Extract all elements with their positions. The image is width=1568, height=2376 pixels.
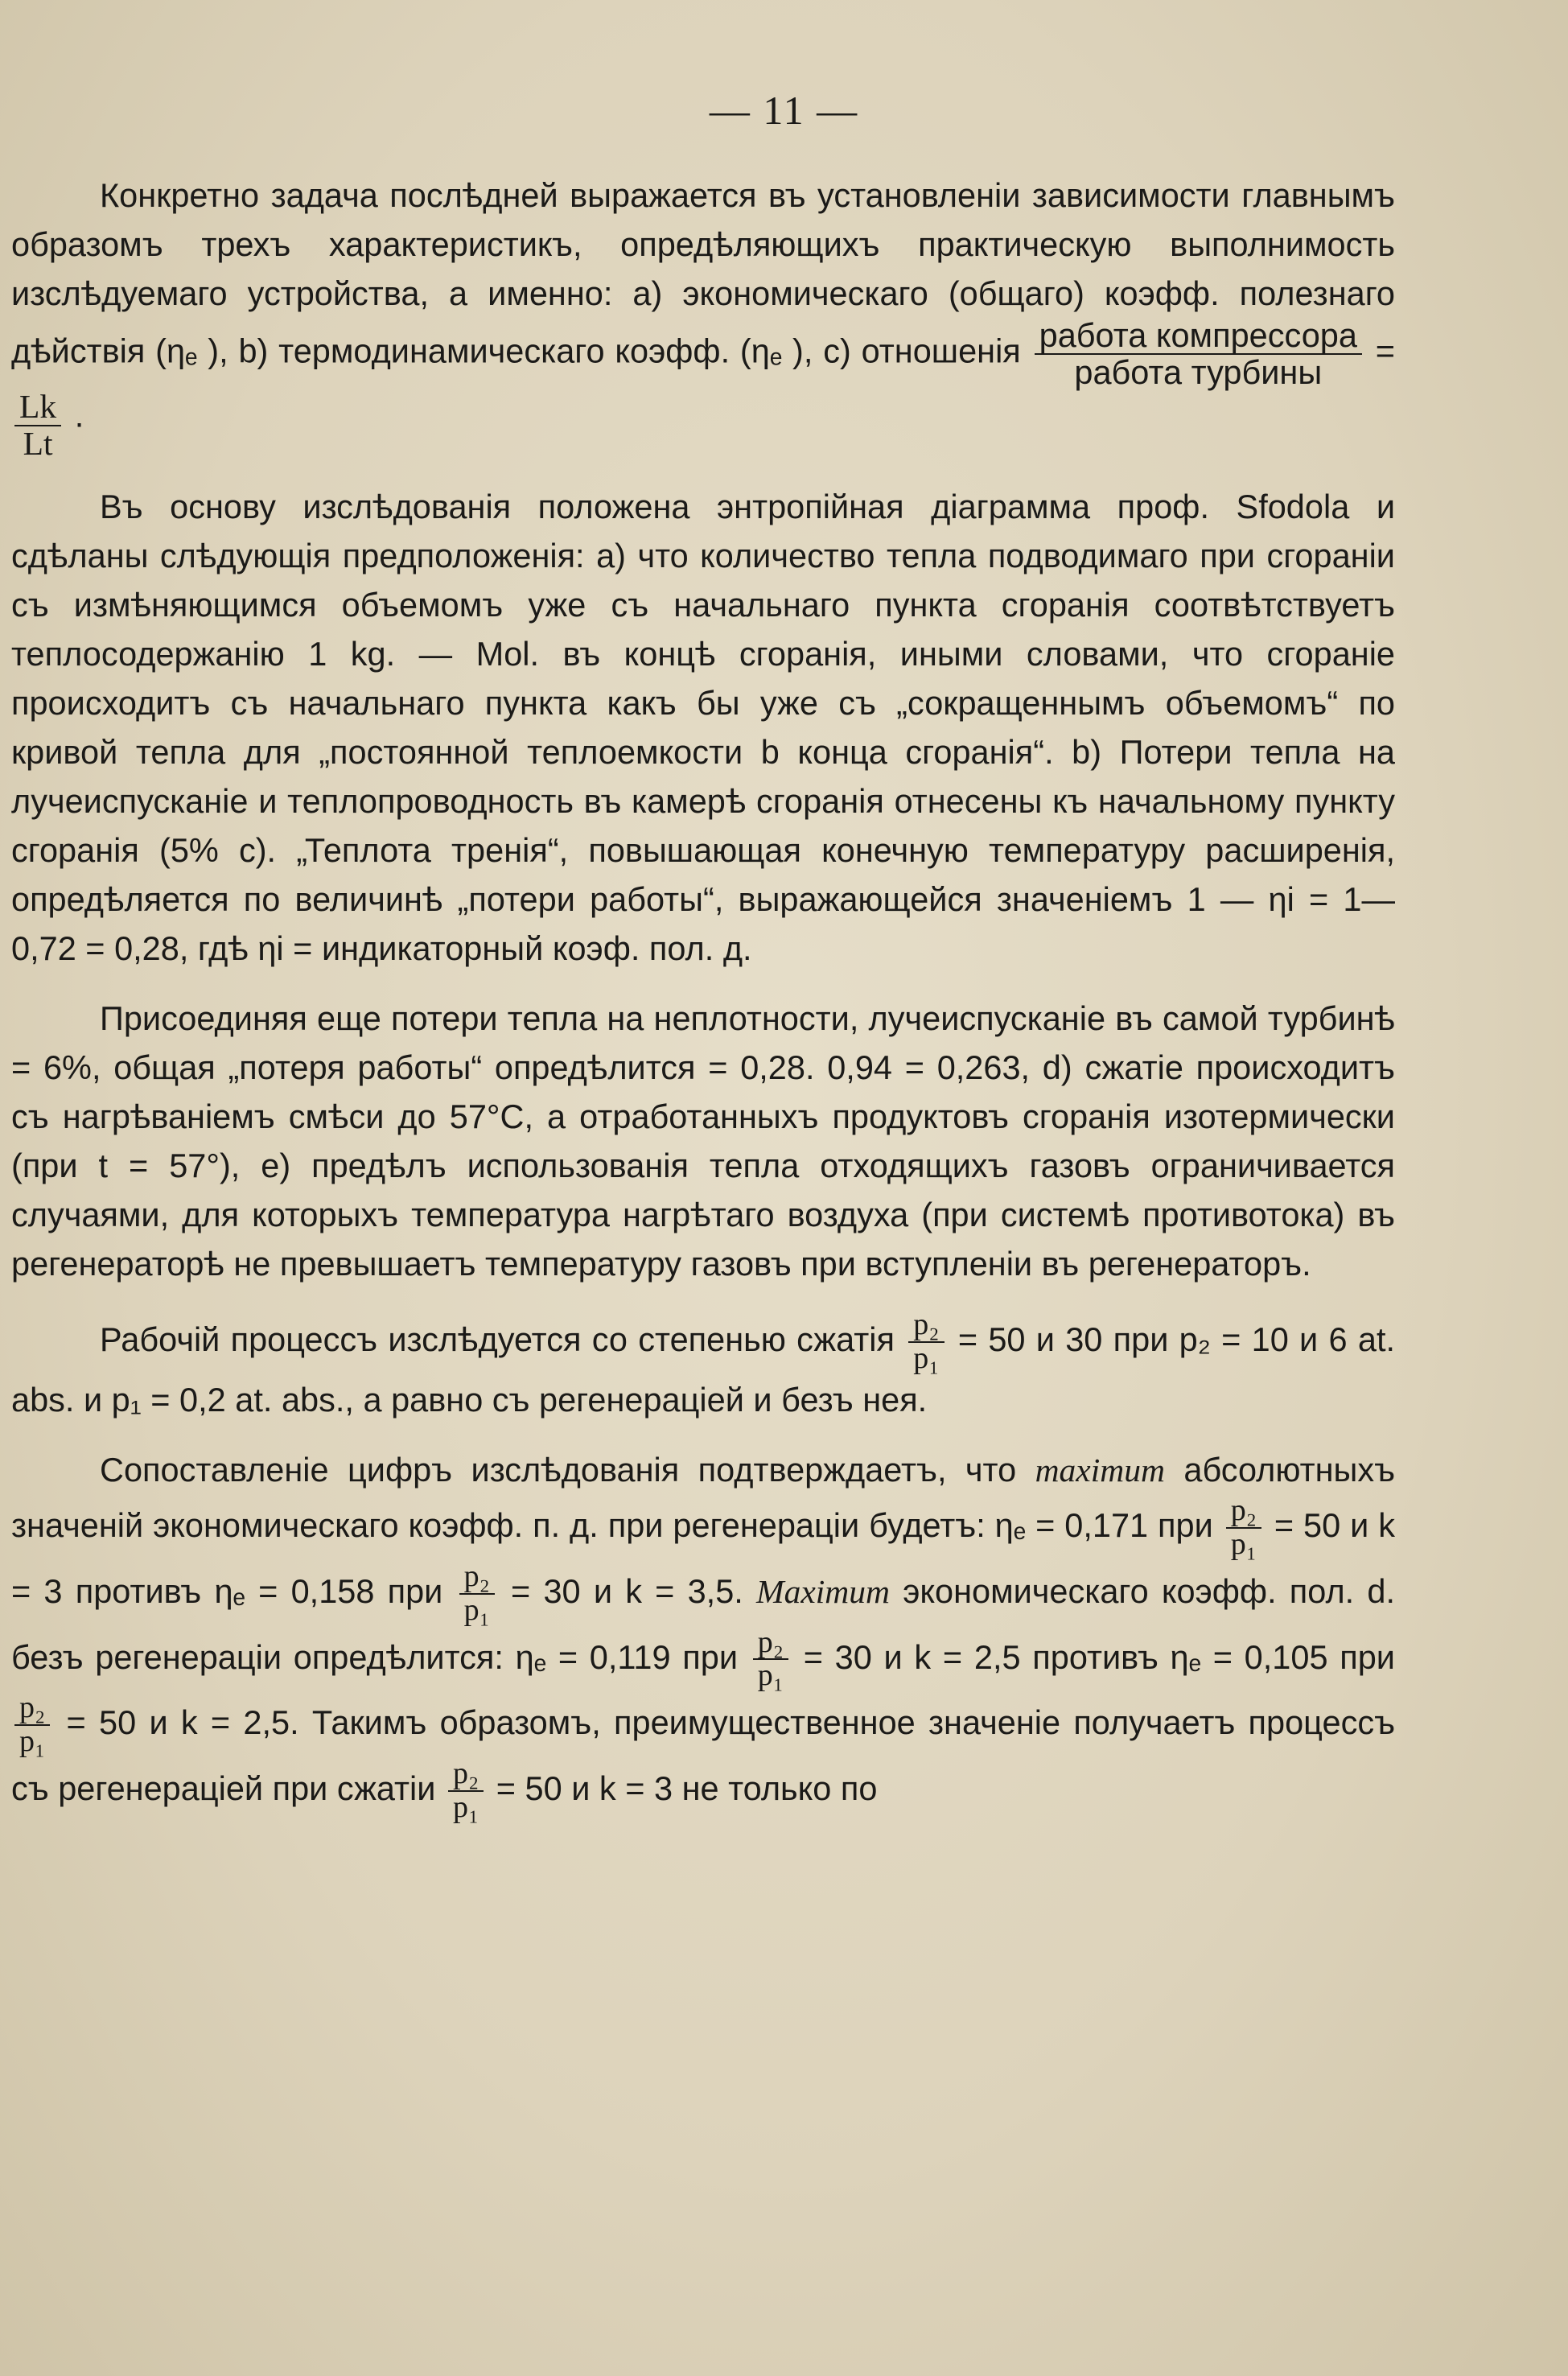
work-ratio-fraction	[1035, 318, 1362, 389]
maximum-word: maximum	[1035, 1452, 1165, 1489]
fraction-denominator: Lt	[23, 424, 53, 462]
body-text	[11, 171, 1395, 1824]
lk-lt-fraction	[14, 389, 61, 461]
pressure-ratio-fraction	[1226, 1495, 1261, 1561]
fraction-numerator: p₂	[908, 1309, 944, 1343]
fraction-numerator: p₂	[459, 1561, 495, 1595]
fraction-denominator: p₁	[1230, 1526, 1257, 1561]
paragraph-1-end: ·	[73, 403, 85, 442]
paragraph-5-text-b: абсолютныхъ значеній экономическаго коэфф. п. д. при регенераціи будетъ: ηₑ = 0,171 при	[11, 1451, 1396, 1544]
paragraph-4	[11, 1309, 1395, 1424]
pressure-ratio-fraction	[908, 1309, 944, 1375]
pressure-ratio-fraction	[753, 1624, 788, 1693]
fraction-numerator: p₂	[14, 1692, 50, 1726]
paragraph-5-text-e: экономическаго коэфф. пол. d. безъ регенераціи опредѣлится: ηₑ = 0,119 при	[11, 1571, 1395, 1676]
fraction-numerator: Lk	[14, 389, 61, 426]
paragraph-5-text-g: = 50 и k = 2,5. Такимъ образомъ, преимущественное значеніе получаетъ процессъ съ регенераціей при сжатіи	[11, 1703, 1396, 1808]
paragraph-2: Въ основу изслѣдованія положена энтропійная діаграмма проф. Sfodola и сдѣланы слѣдующія предположенія: а) что количество тепла подводимаго при сгораніи съ измѣняющимся объемомъ уже съ начальнаго пункта сгоранія соотвѣтствуетъ теплосодержанію 1 kg. — Mol. въ концѣ сгоранія, иными словами, что сгораніе происходитъ съ начальнаго пункта какъ бы уже съ „сокращеннымъ объемомъ“ по кривой тепла для „постоянной теплоемкости b конца сгоранія“. b) Потери тепла на лучеиспусканіе и теплопроводность въ камерѣ сгоранія отнесены къ начальному пункту сгоранія (5% c). „Теплота тренія“, повышающая конечную температуру расширенія, опредѣляется по величинѣ „потери работы“, выражающейся значеніемъ 1 — ηi = 1—0,72 = 0,28, гдѣ ηi = индикаторный коэф. пол. д.	[11, 488, 1395, 968]
paragraph-5-text-d: = 30 и k = 3,5.	[511, 1571, 743, 1610]
fraction-numerator: p₂	[448, 1758, 484, 1792]
fraction-denominator: работа турбины	[1074, 352, 1323, 391]
fraction-numerator: p₂	[753, 1627, 788, 1661]
fraction-denominator: p₁	[452, 1790, 479, 1825]
paragraph-5-text-c: = 50 и k = 3 противъ ηₑ = 0,158 при	[11, 1505, 1396, 1610]
fraction-denominator: p₁	[19, 1724, 46, 1759]
paragraph-4-text: Рабочій процессъ изслѣдуется со степенью сжатія	[100, 1320, 895, 1359]
page-number: — 11 —	[709, 88, 859, 133]
pressure-ratio-fraction	[14, 1692, 50, 1758]
fraction-denominator: p₁	[463, 1592, 490, 1627]
paragraph-5	[11, 1445, 1395, 1824]
fraction-denominator: p₁	[913, 1341, 940, 1376]
paragraph-5-text-f: = 30 и k = 2,5 противъ ηₑ = 0,105 при	[803, 1637, 1395, 1676]
paragraph-5-text-h: = 50 и k = 3 не только по	[496, 1769, 878, 1808]
maximum-word: Maximum	[756, 1572, 890, 1610]
fraction-numerator: работа компрессора	[1035, 318, 1362, 355]
paragraph-4-text-cont: = 50 и 30 при p₂ = 10 и 6 at. abs. и p₁ = 0,2 at. abs., а равно съ регенераціей и безъ нея.	[11, 1320, 1396, 1419]
fraction-numerator: p₂	[1226, 1495, 1261, 1529]
fraction-denominator: p₁	[757, 1658, 784, 1693]
pressure-ratio-fraction	[448, 1758, 484, 1824]
pressure-ratio-fraction	[459, 1561, 495, 1627]
paragraph-1	[11, 171, 1395, 461]
equals-sign: =	[1375, 331, 1396, 370]
paragraph-1-text: Конкретно задача послѣдней выражается въ установленіи зависимости главнымъ образомъ трехъ характеристикъ, опредѣляющихъ практическую выполнимость изслѣдуемаго устройства, а именно: а) экономическаго (общаго) коэфф. полезнаго дѣйствія (ηₑ ), b) термодинамическаго коэфф. (ηₑ ), c) отношенія	[11, 176, 1395, 370]
paragraph-5-text: Сопоставленіе цифръ изслѣдованія подтверждаетъ, что	[100, 1451, 1017, 1489]
paragraph-3: Присоединяя еще потери тепла на неплотности, лучеиспусканіе въ самой турбинѣ = 6%, общая „потеря работы“ опредѣлится = 0,28. 0,94 = 0,263, d) сжатіе происходитъ съ нагрѣваніемъ смѣси до 57°C, а отработанныхъ продуктовъ сгоранія изотермически (при t = 57°), e) предѣлъ использованія тепла отходящихъ газовъ ограничивается случаями, для которыхъ температура нагрѣтаго воздуха (при системѣ противотока) въ регенераторѣ не превышаетъ температуру газовъ при вступленіи въ регенераторъ.	[11, 999, 1395, 1283]
